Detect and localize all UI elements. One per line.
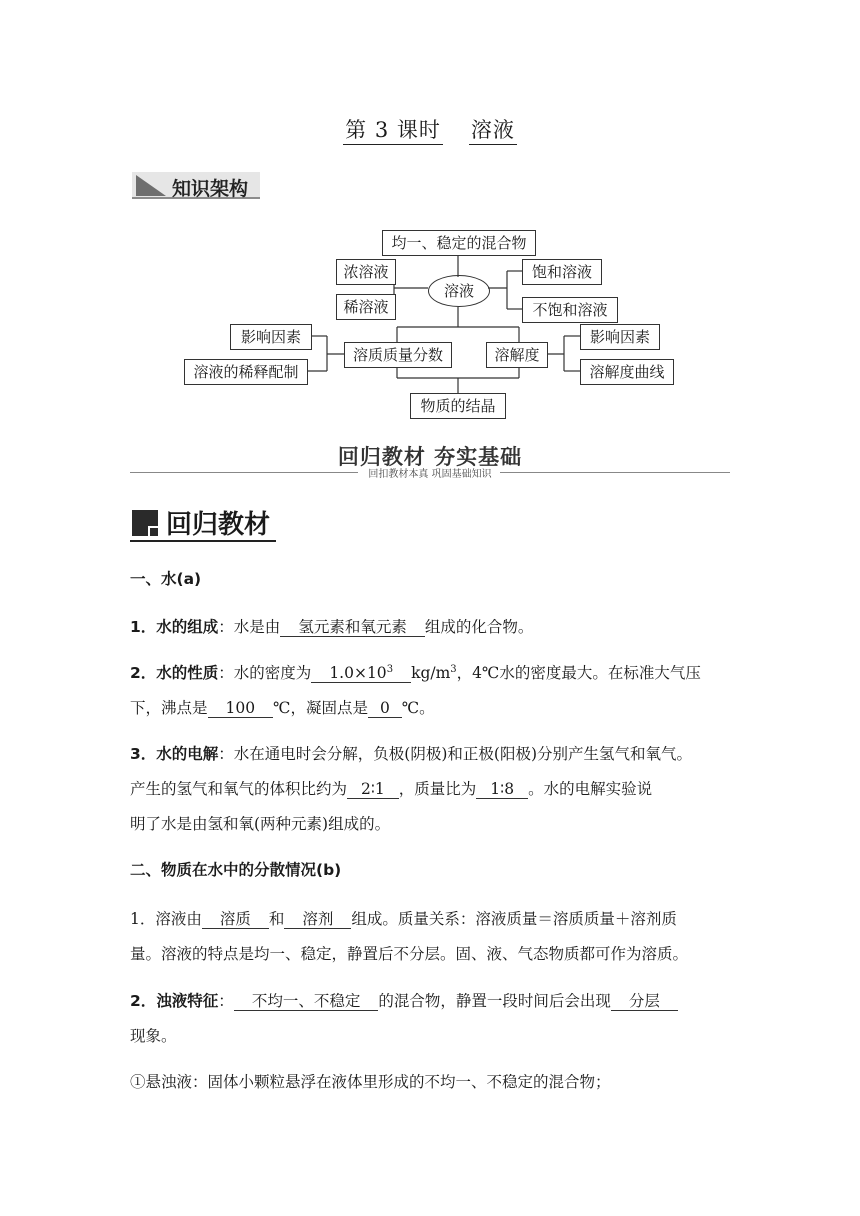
lesson-number: 第 3 课时 <box>343 118 443 145</box>
sec1-item2: 2．水的性质：水的密度为 $1.0\times 10^3$ $kg/m^3$，4℃水的密度最大。在标准大气压 下，沸点是 100 ℃，凝固点是 0 ℃。 <box>130 663 701 717</box>
node-unsaturated-solution: 不饱和溶液 <box>522 297 618 323</box>
node-influence-factors-left: 影响因素 <box>230 324 312 350</box>
node-saturated-solution: 饱和溶液 <box>522 259 602 285</box>
band-subtitle: 回扣教材本真 巩固基础知识 <box>0 465 860 480</box>
answer-blank: 0 <box>368 699 402 718</box>
answer-blank: $1.0\times 10^3$ <box>311 664 411 683</box>
node-influence-factors-right: 影响因素 <box>580 324 660 350</box>
section-heading-text: 回归教材 <box>166 510 271 540</box>
answer-blank: 1∶8 <box>476 780 528 799</box>
sec2-item2: 2．浊液特征： 不均一、不稳定 的混合物，静置一段时间后会出现 分层 现象。 <box>130 984 734 1054</box>
band-title: 回归教材 夯实基础 <box>337 445 523 469</box>
node-solubility: 溶解度 <box>486 342 548 368</box>
sec1-item1: 1．水的组成：水是由 氢元素和氧元素 组成的化合物。 <box>130 618 534 636</box>
answer-blank: 分层 <box>611 992 678 1011</box>
node-dilute-solution: 稀溶液 <box>336 294 396 320</box>
node-homogeneous-mixture: 均一、稳定的混合物 <box>382 230 536 256</box>
node-dilution-preparation: 溶液的稀释配制 <box>184 359 308 385</box>
sec1-item3: 3．水的电解：水在通电时会分解，负极(阴极)和正极(阳极)分别产生氢气和氧气。 产生的氢气和氧气的体积比约为 2∶1 ，质量比为 1∶8 。水的电解实验说 明了水是由氢和氧(两种元素)组成的。 <box>130 745 692 833</box>
sec2-item3: ①悬浊液：固体小颗粒悬浮在液体里形成的不均一、不稳定的混合物； <box>130 1073 611 1091</box>
section1-heading: 一、水(a) <box>130 570 202 588</box>
node-solution: 溶液 <box>428 275 490 307</box>
answer-blank: 溶质 <box>202 910 269 929</box>
answer-blank: 不均一、不稳定 <box>234 992 379 1011</box>
node-mass-fraction: 溶质质量分数 <box>344 342 452 368</box>
answer-blank: 2∶1 <box>347 780 399 799</box>
sec2-item1: 1．溶液由 溶质 和 溶剂 组成。质量关系：溶液质量＝溶质质量＋溶剂质 量。溶液的特点是均一、稳定，静置后不分层。固、液、气态物质都可作为溶质。 <box>130 910 689 963</box>
node-solubility-curve: 溶解度曲线 <box>580 359 674 385</box>
answer-blank: 溶剂 <box>284 910 351 929</box>
answer-blank: 氢元素和氧元素 <box>280 618 425 637</box>
node-crystallization: 物质的结晶 <box>410 393 506 419</box>
lesson-topic: 溶液 <box>469 118 517 145</box>
section-heading-underline <box>130 540 276 542</box>
answer-blank: 100 <box>208 699 274 718</box>
node-concentrated-solution: 浓溶液 <box>336 259 396 285</box>
knowledge-structure-label: 知识架构 <box>172 178 249 200</box>
section2-heading: 二、物质在水中的分散情况(b) <box>130 861 342 879</box>
